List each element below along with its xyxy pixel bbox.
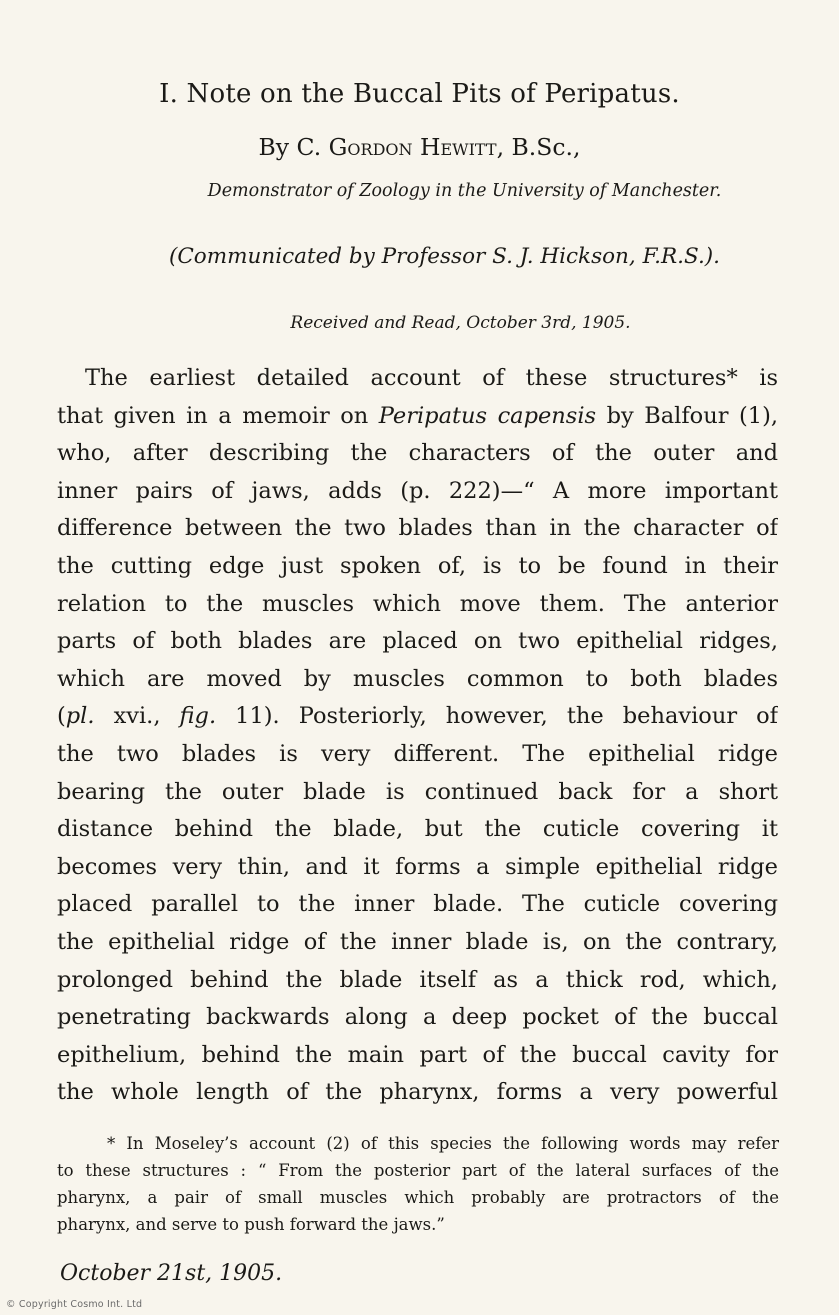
body-line: who, after describing the characters of the outer and — [57, 440, 778, 467]
body-line: (pl. xvi., fig. 11). Posteriorly, however, the behaviour of — [57, 703, 778, 730]
body-line: which are moved by muscles common to both blades — [57, 665, 778, 692]
body-line: that given in a memoir on Peripatus capensis by Balfour (1), — [57, 402, 778, 429]
body-line: bearing the outer blade is continued back for a short — [57, 778, 778, 805]
signoff-date: October 21st, 1905. — [60, 1261, 283, 1286]
body-line: distance behind the blade, but the cuticle covering it — [57, 816, 778, 843]
author-by: By — [258, 133, 297, 161]
body-paragraph — [57, 360, 778, 1112]
body-line: prolonged behind the blade itself as a thick rod, which, — [57, 966, 778, 993]
footnote — [57, 1130, 779, 1238]
body-line: the whole length of the pharynx, forms a very powerful — [57, 1079, 778, 1106]
body-line: epithelium, behind the main part of the buccal cavity for — [57, 1041, 778, 1068]
received-date: Received and Read, October 3rd, 1905. — [290, 313, 631, 333]
author-line — [0, 133, 839, 161]
body-line: relation to the muscles which move them. The anterior — [57, 590, 778, 617]
body-line: penetrating backwards along a deep pocket of the buccal — [57, 1004, 778, 1031]
footnote-line: pharynx, a pair of small muscles which probably are protractors of the — [57, 1188, 779, 1207]
footnote-line: pharynx, and serve to push forward the jaws.” — [57, 1215, 445, 1234]
body-line: the cutting edge just spoken of, is to be found in their — [57, 552, 778, 579]
copyright-notice: © Copyright Cosmo Int. Ltd — [6, 1299, 143, 1310]
footnote-line: * In Moseley’s account (2) of this species the following words may refer — [107, 1134, 779, 1153]
footnote-line: to these structures : “ From the posterior part of the lateral surfaces of the — [57, 1161, 779, 1180]
communicated-by: (Communicated by Professor S. J. Hickson, F.R.S.). — [168, 244, 721, 269]
author-degree: , B.Sc., — [496, 133, 581, 161]
body-line: difference between the two blades than in the character of — [57, 515, 778, 542]
body-line: The earliest detailed account of these structures* is — [85, 365, 778, 391]
author-affiliation: Demonstrator of Zoology in the University of Manchester. — [207, 181, 722, 201]
article-title: I. Note on the Buccal Pits of Peripatus. — [159, 79, 680, 110]
body-line: inner pairs of jaws, adds (p. 222)—“ A more important — [57, 477, 778, 504]
body-line: placed parallel to the inner blade. The cuticle covering — [57, 891, 778, 918]
body-line: becomes very thin, and it forms a simple epithelial ridge — [57, 853, 778, 880]
body-line: the two blades is very different. The epithelial ridge — [57, 740, 778, 767]
author-name: C. Gordon Hewitt — [296, 133, 497, 161]
body-line: the epithelial ridge of the inner blade is, on the contrary, — [57, 928, 778, 955]
body-line: parts of both blades are placed on two epithelial ridges, — [57, 628, 778, 655]
